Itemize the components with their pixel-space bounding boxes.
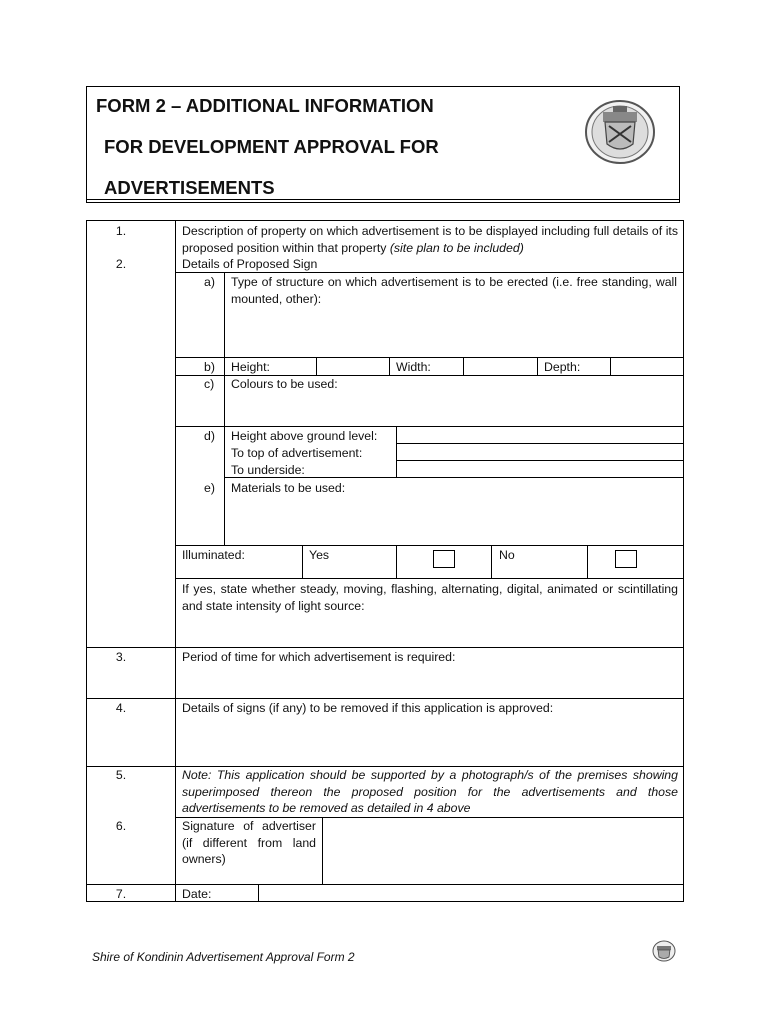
- illuminated-no-checkbox[interactable]: [615, 550, 637, 568]
- item-4-description: Details of signs (if any) to be removed if this application is approved:: [182, 701, 554, 715]
- divider: [86, 647, 684, 648]
- height-label: Height:: [231, 360, 270, 374]
- item-3-description: Period of time for which advertisement is required:: [182, 650, 456, 664]
- item-1-text: Description of property on which advertisement is to be displayed including full details of its proposed position within that property: [182, 224, 678, 255]
- signature-field[interactable]: [323, 818, 683, 883]
- item-number-2: 2.: [115, 257, 127, 271]
- item-number-3: 3.: [115, 650, 127, 664]
- divider: [175, 578, 684, 579]
- date-label: Date:: [182, 887, 212, 901]
- top-of-advertisement-input[interactable]: [397, 444, 683, 460]
- header-divider: [86, 199, 680, 200]
- shire-crest-icon: [583, 98, 657, 166]
- signs-to-remove-field[interactable]: [176, 717, 683, 765]
- divider: [175, 220, 176, 902]
- divider: [175, 545, 684, 546]
- divider: [389, 357, 390, 375]
- yes-label: Yes: [309, 548, 330, 562]
- height-input[interactable]: [317, 358, 389, 375]
- materials-field[interactable]: [225, 497, 683, 544]
- underside-input[interactable]: [397, 461, 683, 477]
- item-number-4: 4.: [115, 701, 127, 715]
- photograph-note: Note: This application should be supported by a photograph/s of the premises showing superimposed thereon the proposed position for the advertisements and those advertisements to be removed as detailed in 4 above: [182, 768, 678, 815]
- structure-type-prompt: Type of structure on which advertisement is to be erected (i.e. free standing, wall mounted, other):: [231, 275, 677, 306]
- illuminated-label: Illuminated:: [182, 548, 245, 562]
- sub-label-c: c): [204, 377, 215, 391]
- height-above-ground-input[interactable]: [397, 427, 683, 443]
- depth-input[interactable]: [611, 358, 683, 375]
- materials-label: Materials to be used:: [231, 481, 346, 495]
- no-label: No: [499, 548, 515, 562]
- item-number-6: 6.: [115, 819, 127, 833]
- width-input[interactable]: [464, 358, 537, 375]
- footer-text: Shire of Kondinin Advertisement Approval Form 2: [92, 950, 355, 964]
- item-1-italic-note: (site plan to be included): [389, 240, 524, 255]
- structure-type-field[interactable]: [225, 308, 683, 356]
- top-of-advertisement-label: To top of advertisement:: [231, 446, 363, 460]
- form-subtitle: FOR DEVELOPMENT APPROVAL FOR: [104, 136, 439, 157]
- item-number-5: 5.: [115, 768, 127, 782]
- height-above-ground-label: Height above ground level:: [231, 429, 378, 443]
- divider: [537, 357, 538, 375]
- divider: [302, 545, 303, 578]
- item-1-description: [182, 223, 678, 256]
- item-number-7: 7.: [115, 887, 127, 901]
- date-field[interactable]: [259, 885, 683, 901]
- light-source-field[interactable]: [176, 615, 683, 646]
- item-number-1: 1.: [115, 224, 127, 238]
- depth-label: Depth:: [544, 360, 581, 374]
- divider: [86, 698, 684, 699]
- divider: [491, 545, 492, 578]
- sub-label-e: e): [204, 481, 215, 495]
- colours-field[interactable]: [225, 393, 683, 425]
- shire-crest-small-icon: [652, 940, 676, 962]
- sub-label-b: b): [204, 360, 215, 374]
- item-2-description: Details of Proposed Sign: [182, 257, 318, 271]
- illuminated-yes-checkbox[interactable]: [433, 550, 455, 568]
- colours-label: Colours to be used:: [231, 377, 338, 391]
- divider: [587, 545, 588, 578]
- form-title: FORM 2 – ADDITIONAL INFORMATION: [96, 95, 434, 116]
- sub-label-a: a): [204, 275, 215, 289]
- width-label: Width:: [396, 360, 431, 374]
- divider: [396, 545, 397, 578]
- underside-label: To underside:: [231, 463, 305, 477]
- sub-label-d: d): [204, 429, 215, 443]
- signature-label: Signature of advertiser (if different from land owners): [182, 819, 316, 866]
- period-of-time-field[interactable]: [176, 666, 683, 697]
- divider: [175, 357, 684, 358]
- form-subtitle-2: ADVERTISEMENTS: [104, 177, 275, 198]
- light-source-prompt: If yes, state whether steady, moving, flashing, alternating, digital, animated or scintillating and state intensity of light source:: [182, 582, 678, 613]
